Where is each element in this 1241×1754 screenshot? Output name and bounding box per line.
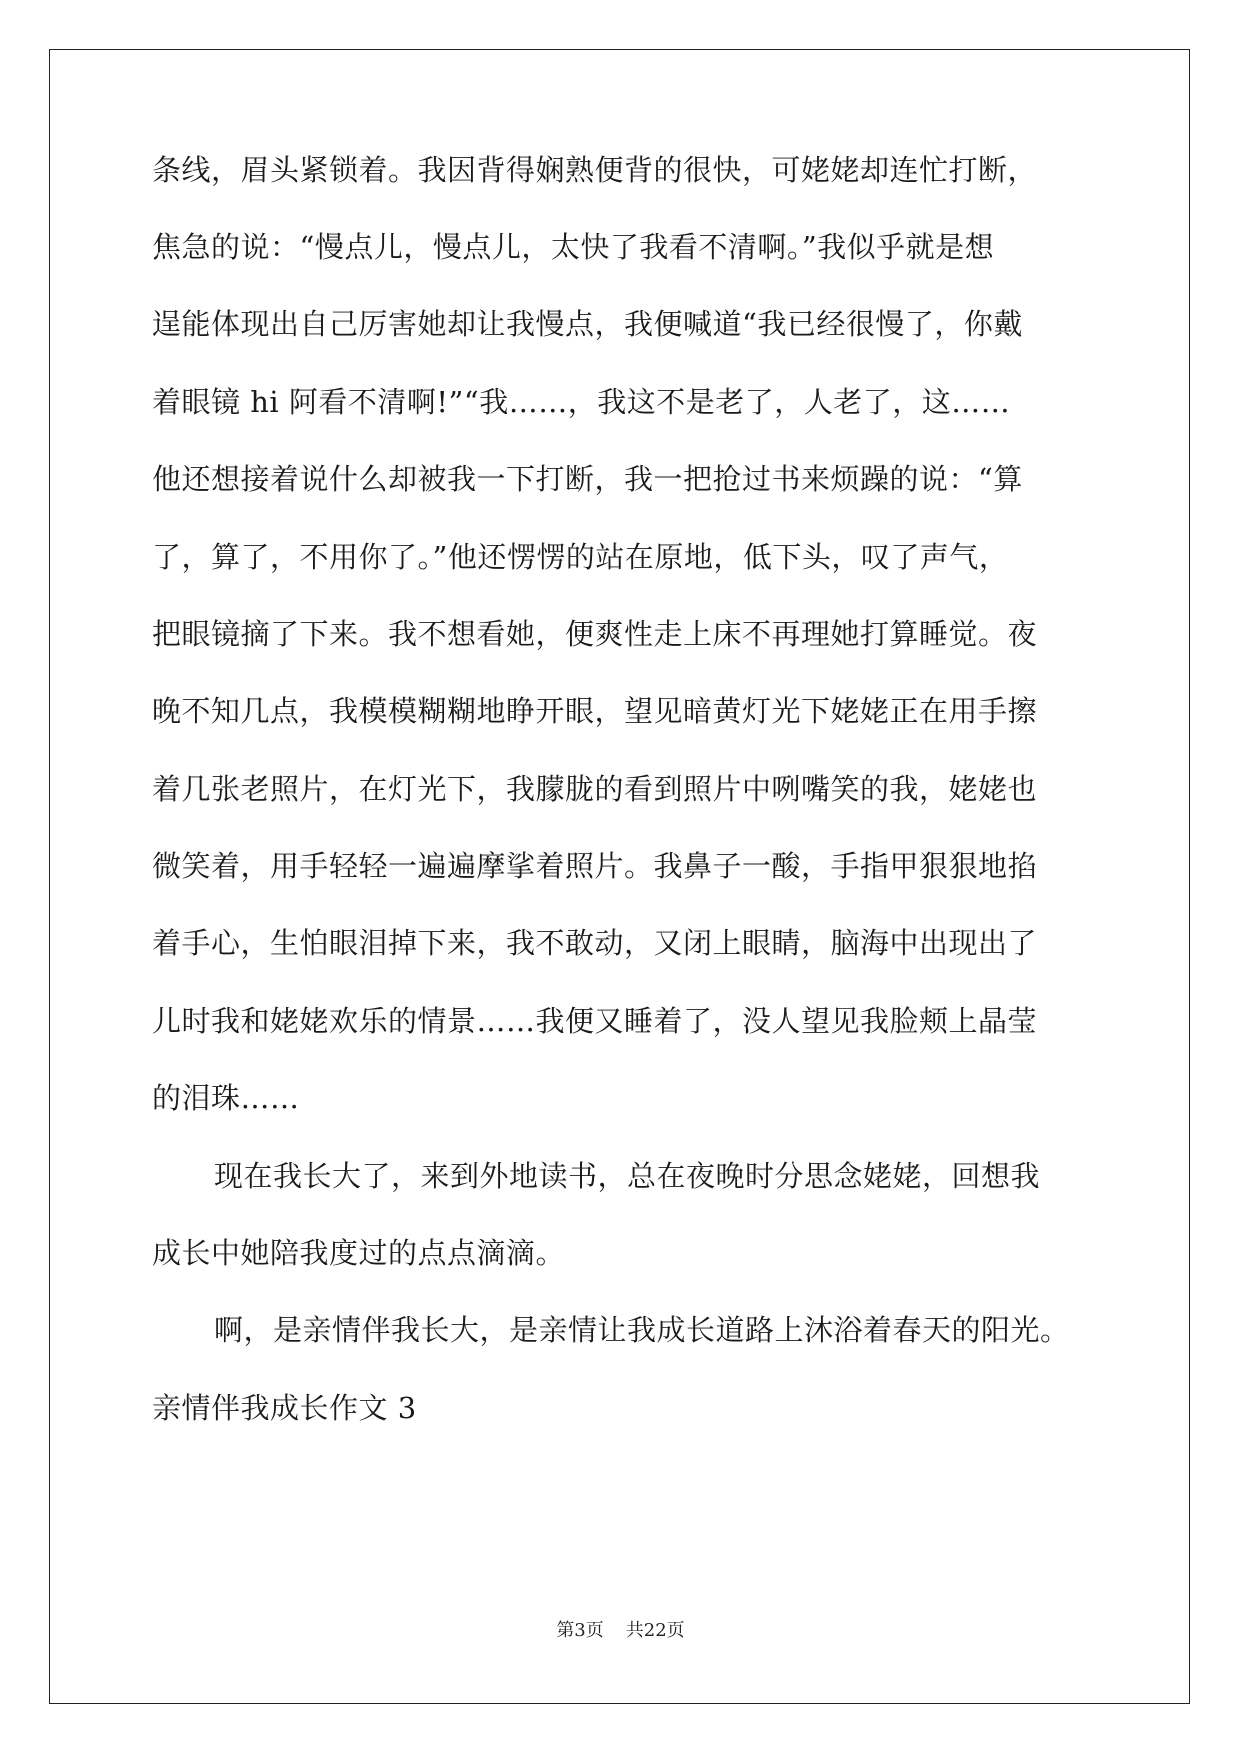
paragraph-line: 的泪珠……	[152, 1081, 300, 1115]
paragraph-line: 焦急的说：“慢点儿，慢点儿，太快了我看不清啊。”我似乎就是想	[152, 230, 995, 264]
section-heading: 亲情伴我成长作文 3	[152, 1391, 417, 1425]
paragraph-line: 逞能体现出自己厉害她却让我慢点，我便喊道“我已经很慢了，你戴	[152, 307, 1023, 341]
paragraph-line: 着几张老照片，在灯光下，我朦胧的看到照片中咧嘴笑的我，姥姥也	[152, 772, 1038, 806]
paragraph-line: 晚不知几点，我模模糊糊地睁开眼，望见暗黄灯光下姥姥正在用手擦	[152, 694, 1038, 728]
paragraph-line: 着手心，生怕眼泪掉下来，我不敢动，又闭上眼睛，脑海中出现出了	[152, 926, 1038, 960]
page-total: 共22页	[625, 1620, 685, 1641]
paragraph-line: 现在我长大了，来到外地读书，总在夜晚时分思念姥姥，回想我	[214, 1159, 1041, 1193]
paragraph-line: 儿时我和姥姥欢乐的情景……我便又睡着了，没人望见我脸颊上晶莹	[152, 1004, 1038, 1038]
paragraph-line: 他还想接着说什么却被我一下打断，我一把抢过书来烦躁的说：“算	[152, 462, 1023, 496]
paragraph-line: 成长中她陪我度过的点点滴滴。	[152, 1236, 566, 1270]
paragraph-line: 啊，是亲情伴我长大，是亲情让我成长道路上沐浴着春天的阳光。	[214, 1313, 1070, 1347]
paragraph-line: 了，算了，不用你了。”他还愣愣的站在原地，低下头，叹了声气，	[152, 540, 1009, 574]
paragraph-line: 条线，眉头紧锁着。我因背得娴熟便背的很快，可姥姥却连忙打断，	[152, 153, 1038, 187]
paragraph-line: 着眼镜 hi 阿看不清啊!”“我……，我这不是老了，人老了，这……	[152, 385, 1011, 419]
paragraph-line: 把眼镜摘了下来。我不想看她，便爽性走上床不再理她打算睡觉。夜	[152, 617, 1038, 651]
page-footer	[0, 1620, 1241, 1642]
page-number: 第3页	[556, 1620, 604, 1641]
paragraph-line: 微笑着，用手轻轻一遍遍摩挲着照片。我鼻子一酸，手指甲狠狠地掐	[152, 849, 1038, 883]
